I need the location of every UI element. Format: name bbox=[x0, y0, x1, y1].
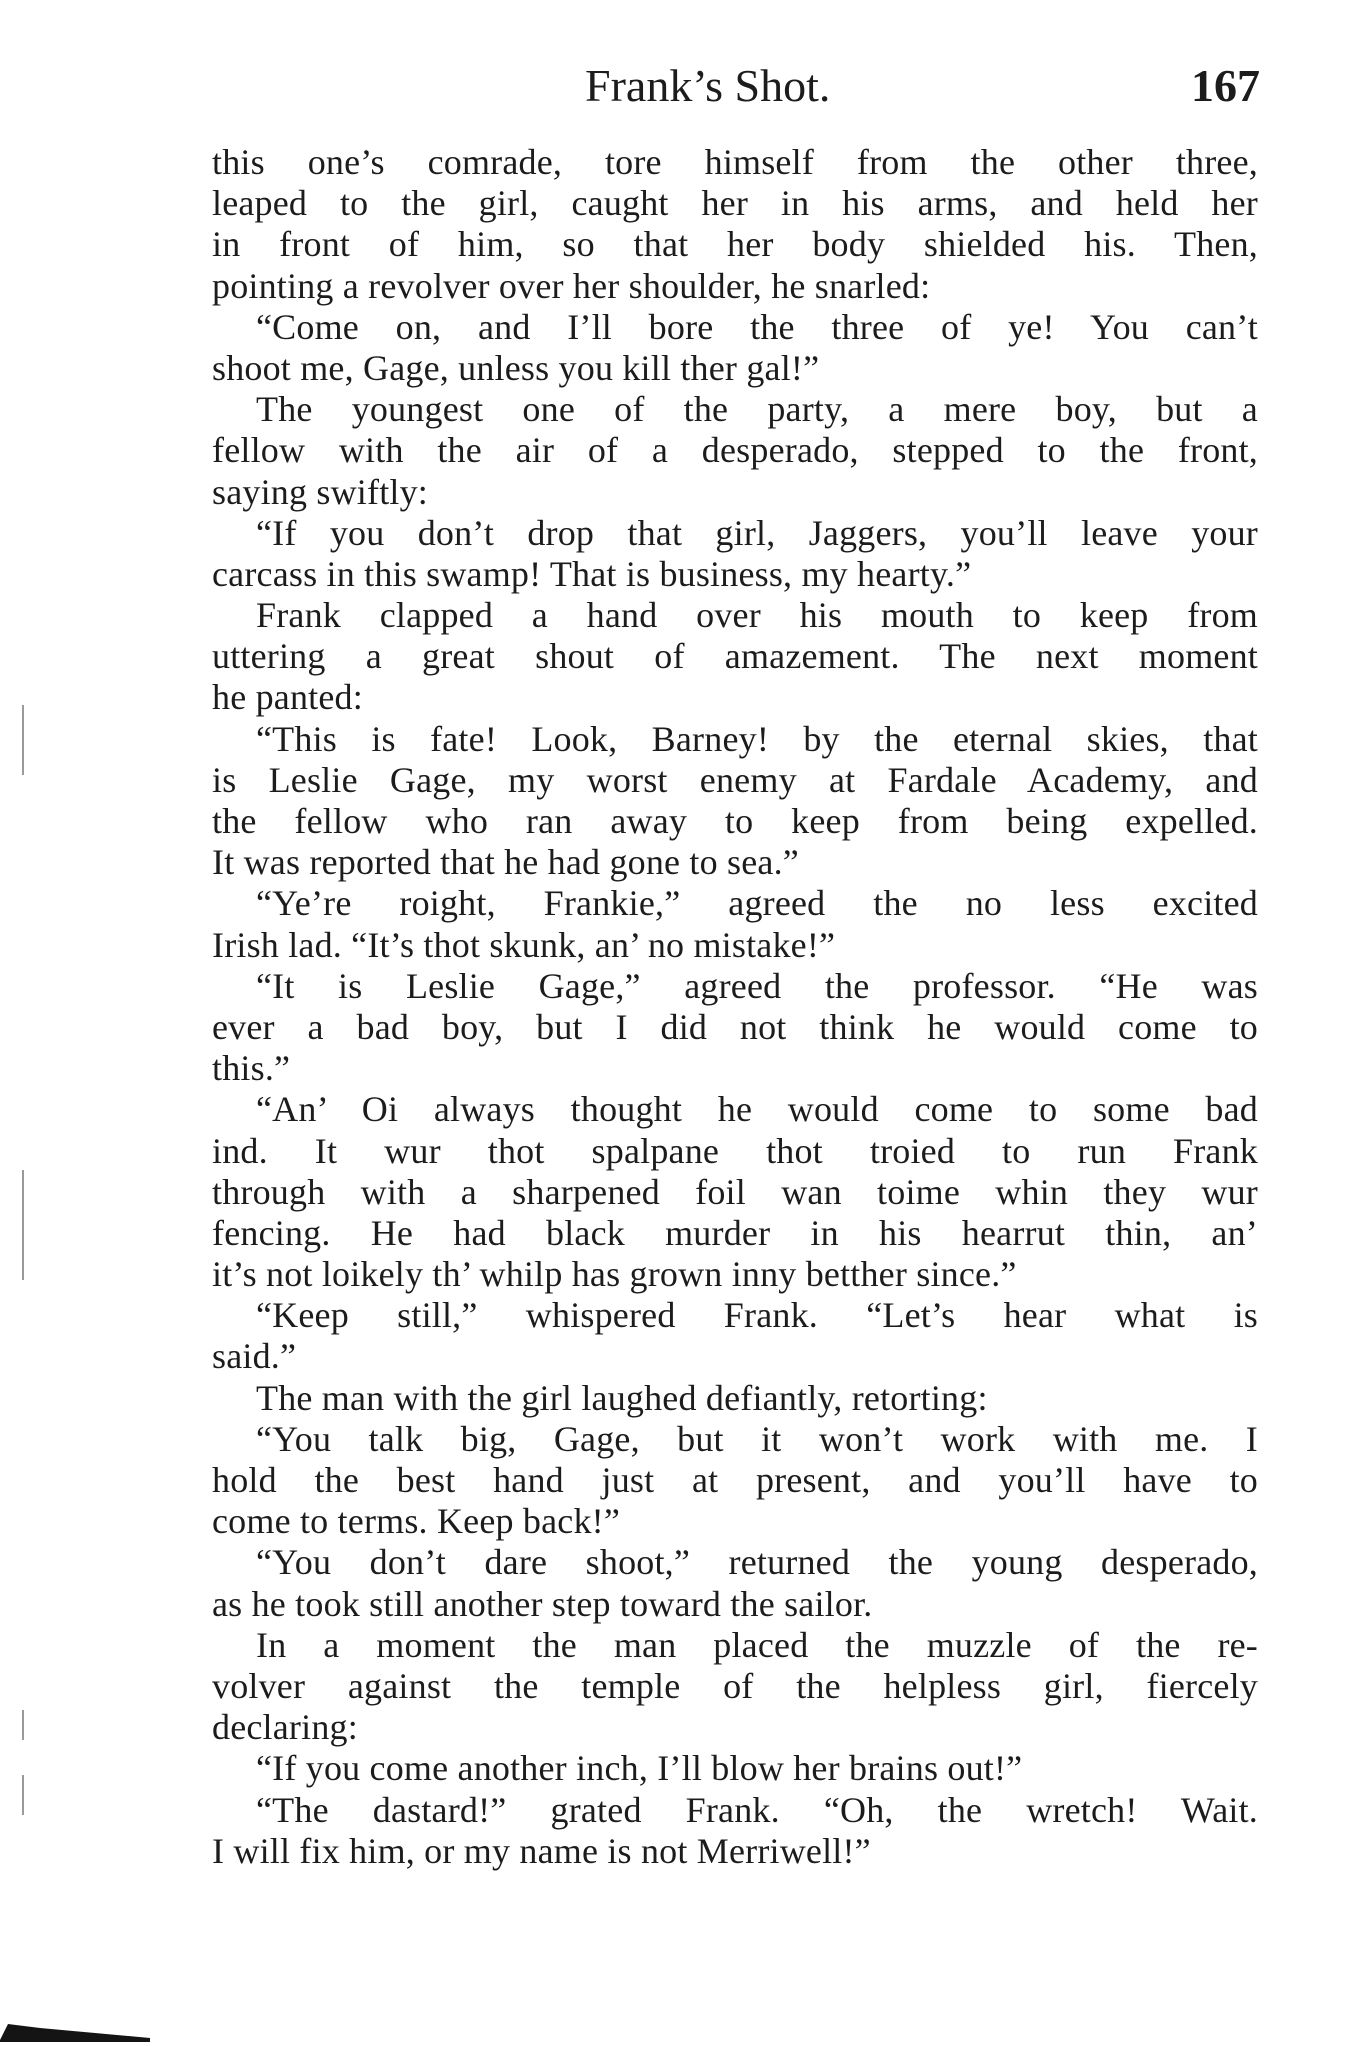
text-line: “This is fate! Look, Barney! by the eternal skies, that bbox=[256, 718, 1258, 759]
text-line: “It is Leslie Gage,” agreed the professor. “He was bbox=[256, 965, 1258, 1006]
text-line: “You talk big, Gage, but it won’t work with me. I bbox=[256, 1418, 1258, 1459]
text-line: Irish lad. “It’s thot skunk, an’ no mistake!” bbox=[212, 924, 836, 965]
text-line: I will fix him, or my name is not Merriwell!” bbox=[212, 1830, 871, 1871]
page-number: 167 bbox=[1191, 60, 1260, 111]
text-line: “The dastard!” grated Frank. “Oh, the wretch! Wait. bbox=[256, 1789, 1258, 1830]
text-line: fellow with the air of a desperado, stepped to the front, bbox=[212, 430, 1258, 471]
text-line: it’s not loikely th’ whilp has grown inny betther since.” bbox=[212, 1254, 1017, 1295]
text-line: this one’s comrade, tore himself from the other three, bbox=[212, 142, 1258, 182]
margin-mark bbox=[22, 1710, 24, 1740]
text-line: declaring: bbox=[212, 1707, 358, 1748]
text-line: is Leslie Gage, my worst enemy at Fardale Academy, and bbox=[212, 759, 1258, 800]
text-line: fencing. He had black murder in his hearrut thin, an’ bbox=[212, 1212, 1258, 1253]
text-line: shoot me, Gage, unless you kill ther gal!” bbox=[212, 347, 820, 388]
text-line: It was reported that he had gone to sea.” bbox=[212, 842, 799, 883]
running-head bbox=[210, 56, 1260, 116]
text-line: carcass in this swamp! That is business, my hearty.” bbox=[212, 553, 972, 594]
text-line: “An’ Oi always thought he would come to some bad bbox=[256, 1089, 1258, 1130]
body-text bbox=[212, 142, 1258, 1872]
text-line: in front of him, so that her body shielded his. Then, bbox=[212, 224, 1258, 265]
text-line: saying swiftly: bbox=[212, 471, 428, 512]
text-line: “If you don’t drop that girl, Jaggers, you’ll leave your bbox=[256, 512, 1258, 553]
text-line: he panted: bbox=[212, 677, 363, 718]
text-line: The youngest one of the party, a mere boy, but a bbox=[256, 389, 1258, 430]
text-line: volver against the temple of the helpless girl, fiercely bbox=[212, 1665, 1258, 1706]
text-line: The man with the girl laughed defiantly, retorting: bbox=[256, 1377, 988, 1418]
text-line: “Come on, and I’ll bore the three of ye! You can’t bbox=[256, 306, 1258, 347]
text-line: ind. It wur thot spalpane thot troied to run Frank bbox=[212, 1130, 1258, 1171]
running-title: Frank’s Shot. bbox=[585, 60, 831, 111]
text-line: as he took still another step toward the sailor. bbox=[212, 1583, 873, 1624]
page-corner-shadow bbox=[0, 2016, 150, 2042]
text-line: leaped to the girl, caught her in his arms, and held her bbox=[212, 183, 1258, 224]
margin-mark bbox=[22, 1170, 24, 1280]
text-line: Frank clapped a hand over his mouth to keep from bbox=[256, 595, 1258, 636]
text-line: through with a sharpened foil wan toime whin they wur bbox=[212, 1171, 1258, 1212]
text-line: hold the best hand just at present, and you’ll have to bbox=[212, 1460, 1258, 1500]
margin-mark bbox=[22, 705, 24, 775]
text-line: “If you come another inch, I’ll blow her brains out!” bbox=[256, 1748, 1023, 1789]
margin-mark bbox=[22, 1775, 24, 1815]
text-line: ever a bad boy, but I did not think he would come to bbox=[212, 1006, 1258, 1047]
text-line: said.” bbox=[212, 1336, 297, 1377]
text-line: pointing a revolver over her shoulder, he snarled: bbox=[212, 265, 931, 306]
text-line: the fellow who ran away to keep from being expelled. bbox=[212, 801, 1258, 841]
text-line: “You don’t dare shoot,” returned the young desperado, bbox=[256, 1542, 1258, 1583]
text-line: uttering a great shout of amazement. The next moment bbox=[212, 636, 1258, 677]
text-line: this.” bbox=[212, 1048, 291, 1089]
text-line: “Keep still,” whispered Frank. “Let’s hear what is bbox=[256, 1295, 1258, 1336]
text-line: “Ye’re roight, Frankie,” agreed the no less excited bbox=[256, 883, 1258, 924]
text-line: come to terms. Keep back!” bbox=[212, 1501, 621, 1542]
text-line: In a moment the man placed the muzzle of the re- bbox=[256, 1624, 1258, 1665]
